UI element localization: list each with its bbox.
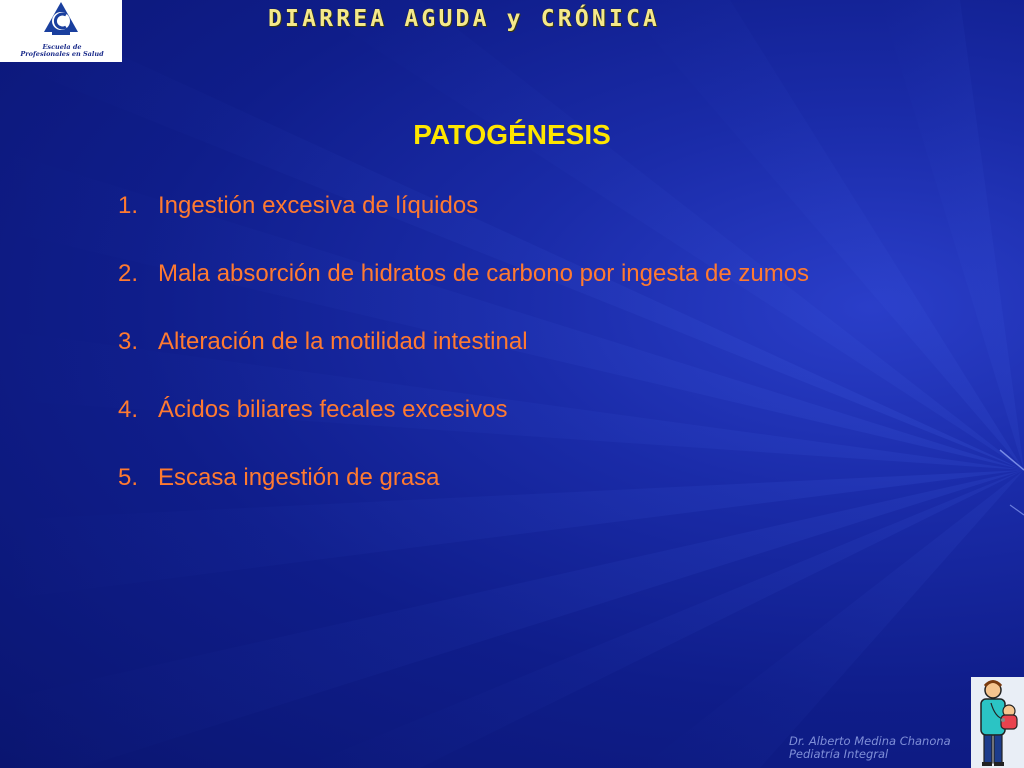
doctor-with-child-icon [971,677,1024,768]
author-subtitle: Pediatría Integral [789,747,889,761]
list-item [118,461,878,495]
item-number: 1. [118,192,139,219]
school-logo [0,0,122,62]
points-list [118,189,878,529]
item-text: Escasa ingestión de grasa [158,464,440,491]
clipart [971,677,1024,768]
list-item [118,257,878,291]
list-item [118,325,878,359]
item-text: Alteración de la motilidad intestinal [158,328,528,355]
logo-caption [4,44,120,58]
author-name: Dr. Alberto Medina Chanona [789,734,951,748]
list-item [118,393,878,427]
logo-line2: Profesionales en Salud [20,50,104,58]
section-title: PATOGÉNESIS [413,119,611,150]
school-logo-icon [44,2,78,44]
list-item [118,189,878,223]
item-text: Ácidos biliares fecales excesivos [158,396,508,423]
logo-line1: Escuela de [42,43,82,51]
author-credit [789,735,951,761]
item-number: 4. [118,396,139,423]
item-number: 5. [118,464,139,491]
item-text: Mala absorción de hidratos de carbono por ingesta de zumos [158,260,810,287]
header-title: DIARREA AGUDA y CRÓNICA [268,6,661,32]
item-number: 3. [118,328,139,355]
item-text: Ingestión excesiva de líquidos [158,192,479,219]
item-number: 2. [118,260,139,287]
